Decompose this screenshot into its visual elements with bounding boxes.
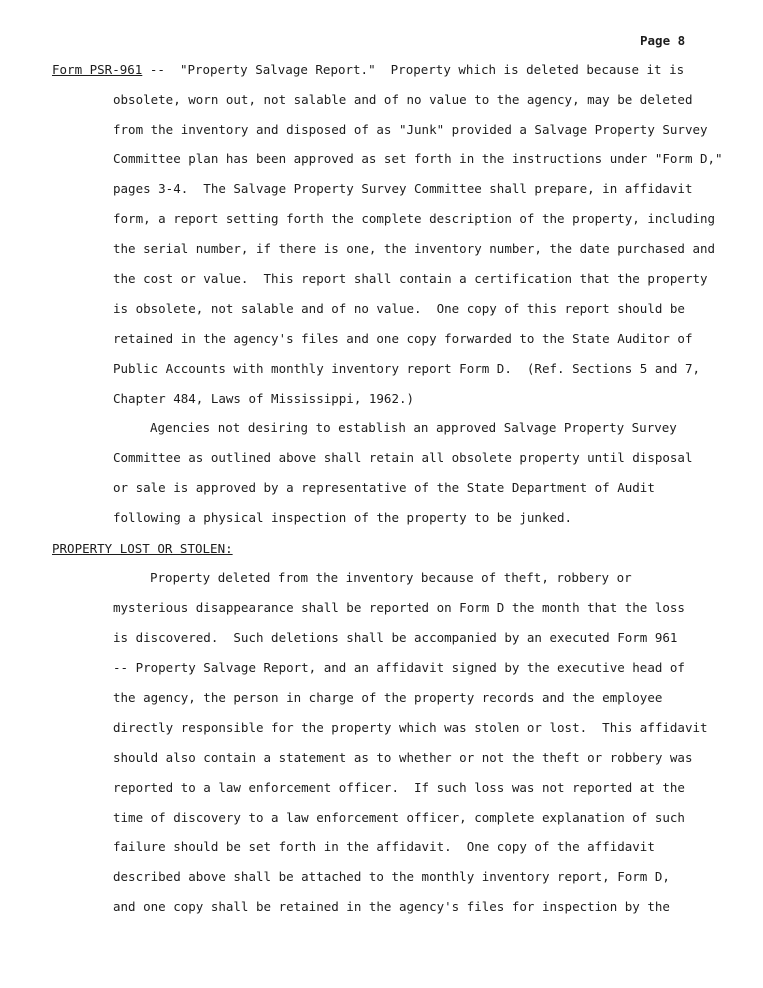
paragraph-line: reported to a law enforcement officer. If such loss was not reported at the — [113, 780, 685, 795]
paragraph-line: Property deleted from the inventory because of theft, robbery or — [150, 570, 632, 585]
section1-first-line-text: -- "Property Salvage Report." Property which is deleted because it is — [142, 62, 685, 77]
section-heading: PROPERTY LOST OR STOLEN: — [52, 541, 233, 556]
paragraph-line: pages 3-4. The Salvage Property Survey Committee shall prepare, in affidavit — [113, 181, 693, 196]
paragraph-line: directly responsible for the property which was stolen or lost. This affidavit — [113, 720, 708, 735]
paragraph-line: Committee plan has been approved as set forth in the instructions under "Form D," — [113, 151, 723, 166]
paragraph-line: described above shall be attached to the monthly inventory report, Form D, — [113, 869, 670, 884]
paragraph-line: Chapter 484, Laws of Mississippi, 1962.) — [113, 391, 415, 406]
paragraph-line: is obsolete, not salable and of no value. One copy of this report should be — [113, 301, 685, 316]
paragraph-line: -- Property Salvage Report, and an affidavit signed by the executive head of — [113, 660, 685, 675]
paragraph-line: failure should be set forth in the affidavit. One copy of the affidavit — [113, 839, 655, 854]
paragraph-line: Public Accounts with monthly inventory report Form D. (Ref. Sections 5 and 7, — [113, 361, 700, 376]
paragraph-line: from the inventory and disposed of as "Junk" provided a Salvage Property Survey — [113, 122, 708, 137]
paragraph-line: is discovered. Such deletions shall be accompanied by an executed Form 961 — [113, 630, 678, 645]
paragraph-line: Committee as outlined above shall retain all obsolete property until disposal — [113, 450, 693, 465]
paragraph-line: retained in the agency's files and one copy forwarded to the State Auditor of — [113, 331, 693, 346]
paragraph-line: obsolete, worn out, not salable and of no value to the agency, may be deleted — [113, 92, 693, 107]
paragraph-line: Agencies not desiring to establish an approved Salvage Property Survey — [150, 420, 677, 435]
form-psr-961-label: Form PSR-961 — [52, 62, 143, 77]
paragraph-line: following a physical inspection of the property to be junked. — [113, 510, 573, 525]
paragraph-line: mysterious disappearance shall be reported on Form D the month that the loss — [113, 600, 685, 615]
paragraph-line: or sale is approved by a representative of the State Department of Audit — [113, 480, 655, 495]
page-number: Page 8 — [640, 33, 686, 48]
section1-first-line — [52, 61, 684, 79]
paragraph-line: the cost or value. This report shall contain a certification that the property — [113, 271, 708, 286]
paragraph-line: the serial number, if there is one, the inventory number, the date purchased and — [113, 241, 716, 256]
paragraph-line: form, a report setting forth the complete description of the property, including — [113, 211, 716, 226]
paragraph-line: and one copy shall be retained in the agency's files for inspection by the — [113, 899, 670, 914]
paragraph-line: time of discovery to a law enforcement officer, complete explanation of such — [113, 810, 685, 825]
paragraph-line: the agency, the person in charge of the property records and the employee — [113, 690, 663, 705]
paragraph-line: should also contain a statement as to whether or not the theft or robbery was — [113, 750, 693, 765]
